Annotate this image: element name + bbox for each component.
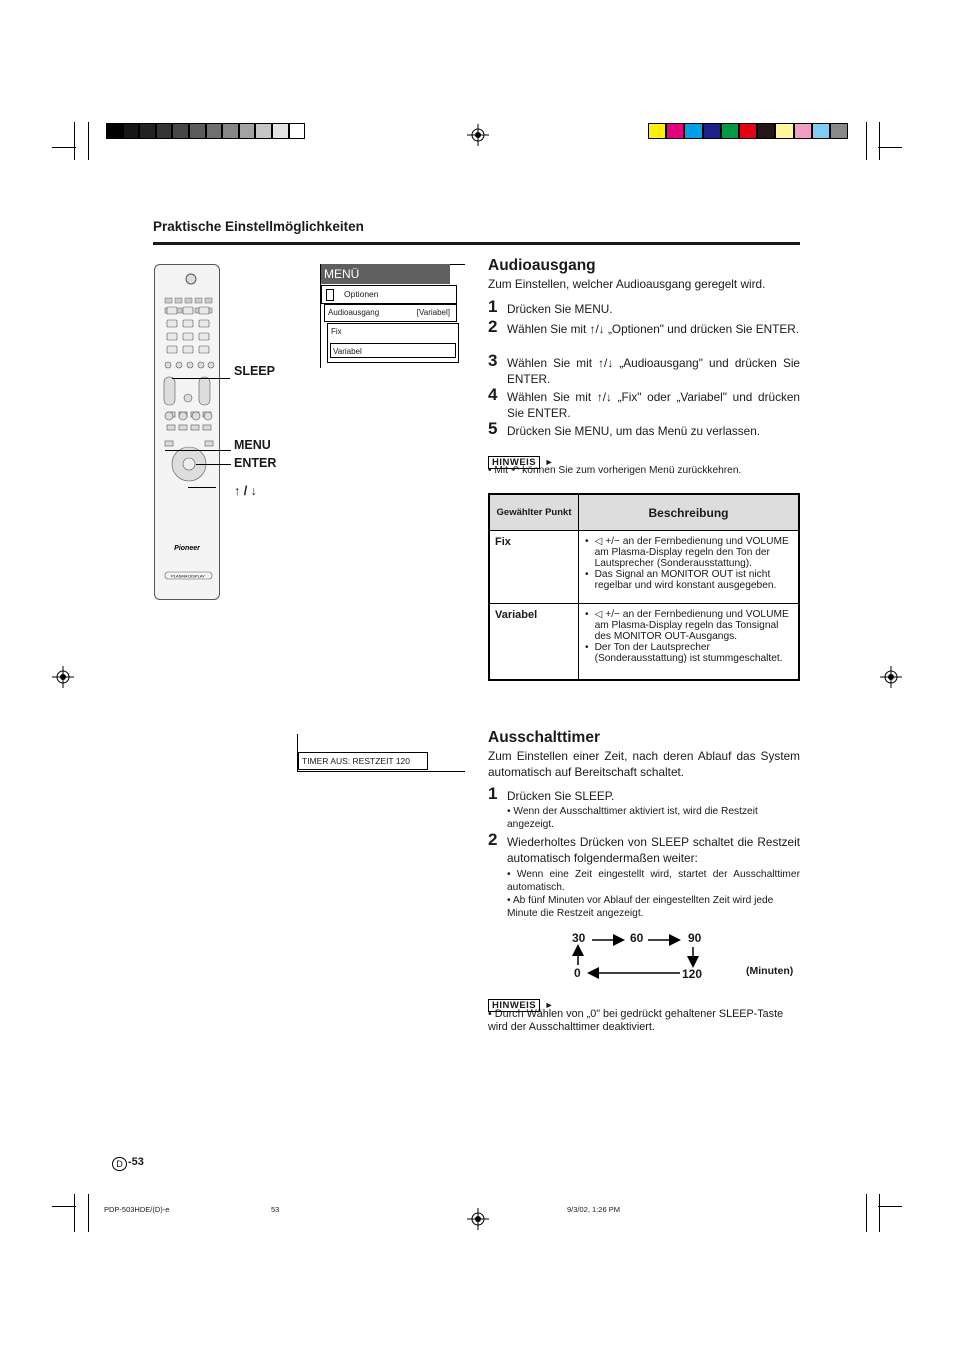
callout-line — [188, 487, 216, 488]
crop-mark — [878, 147, 902, 148]
step-text: Wählen Sie mit ↑/↓ „Fix" oder „Variabel" und drücken Sie ENTER. — [507, 390, 800, 420]
hinweis-badge: HINWEIS — [488, 999, 540, 1012]
hinweis-text: Mit ↶ können Sie zum vorherigen Menü zurückkehren. — [494, 465, 742, 476]
step-text: Drücken Sie SLEEP. — [507, 789, 615, 803]
color-swatch — [172, 123, 189, 139]
audio-step — [488, 385, 800, 421]
table-bullet: ◁ +/− an der Fernbedienung und VOLUME am Plasma-Display regeln das Tonsignal des MONITOR OUT-Ausgangs. — [594, 609, 789, 642]
remote-buttons-icon — [155, 265, 219, 599]
registration-mark-icon — [52, 666, 74, 688]
color-swatch — [812, 123, 830, 139]
description-table — [488, 493, 800, 681]
audio-intro: Zum Einstellen, welcher Audioausgang geregelt wird. — [488, 277, 766, 291]
table-bullet: ◁ +/− an der Fernbedienung und VOLUME am Plasma-Display regeln den Ton der Lautsprecher (Sonderausstattung). — [594, 536, 789, 569]
timer-step2-note: • Ab fünf Minuten vor Ablauf der eingestellten Zeit wird jede Minute die Restzeit angezeigt. — [507, 895, 774, 919]
color-swatch — [757, 123, 775, 139]
callout-line — [172, 378, 230, 379]
audio-title: Audioausgang — [488, 257, 596, 274]
color-swatch — [123, 123, 140, 139]
page-number: -53 — [128, 1156, 144, 1168]
audio-step — [488, 317, 800, 337]
hinweis-badge: HINWEIS — [488, 456, 540, 469]
note-text: Wenn der Ausschalttimer aktiviert ist, wird die Restzeit angezeigt. — [507, 806, 758, 830]
remote-plasma-label: PLASMA DISPLAY — [171, 573, 205, 579]
cycle-0: 0 — [574, 966, 581, 980]
step-number: 1 — [488, 297, 498, 316]
color-swatch — [739, 123, 757, 139]
menu-opt-variabel: Variabel — [330, 343, 456, 358]
color-swatch — [239, 123, 256, 139]
cycle-90: 90 — [688, 931, 702, 945]
menu-audio-value: [Variabel] — [416, 308, 450, 317]
crop-mark — [74, 1194, 75, 1232]
footer-num: 53 — [271, 1205, 280, 1214]
options-icon — [326, 289, 334, 301]
cycle-60: 60 — [630, 931, 644, 945]
audio-step — [488, 351, 800, 387]
cycle-30: 30 — [572, 931, 586, 945]
registration-mark-icon — [467, 1208, 489, 1230]
remote-brand: Pioneer — [174, 545, 200, 552]
crop-mark — [88, 1194, 89, 1232]
step-text: Drücken Sie MENU. — [507, 302, 613, 316]
color-swatch — [156, 123, 173, 139]
menu-screen-title: MENÜ — [321, 264, 450, 284]
table-bullet: Der Ton der Lautsprecher (Sonderausstattung) ist stummgeschaltet. — [594, 642, 783, 664]
table-row — [489, 604, 799, 680]
timer-screen-edge — [297, 771, 465, 772]
footer-date: 9/3/02, 1:26 PM — [567, 1205, 620, 1214]
color-swatch — [189, 123, 206, 139]
note-text: Wenn eine Zeit eingestellt wird, startet der Ausschalttimer automatisch. — [507, 869, 800, 893]
audio-step — [488, 419, 800, 439]
remote-control-illustration — [154, 264, 220, 600]
step-text: Drücken Sie MENU, um das Menü zu verlassen. — [507, 424, 761, 438]
crop-mark — [74, 122, 75, 160]
crop-mark — [52, 1206, 76, 1207]
timer-step2-note: • Wenn eine Zeit eingestellt wird, startet der Ausschalttimer automatisch. — [507, 869, 800, 893]
color-swatch — [139, 123, 156, 139]
crop-mark — [866, 1194, 867, 1232]
color-swatch — [775, 123, 793, 139]
color-swatch — [106, 123, 123, 139]
timer-hinweis: HINWEIS ► — [488, 995, 554, 1013]
registration-mark-icon — [467, 124, 489, 146]
sleep-label: SLEEP — [234, 364, 275, 378]
timer-step: 1 Drücken Sie SLEEP. — [488, 788, 800, 804]
table-cell-item: Variabel — [489, 604, 579, 680]
step-number: 2 — [488, 317, 498, 336]
table-bullet: Das Signal an MONITOR OUT ist nicht regelbar und wird konstant ausgegeben. — [594, 569, 777, 591]
timer-title: Ausschalttimer — [488, 729, 600, 746]
step-text: Wählen Sie mit ↑/↓ „Optionen" und drücken Sie ENTER. — [507, 322, 800, 336]
arrows-label: ↑ / ↓ — [234, 484, 257, 498]
color-swatch — [206, 123, 223, 139]
step-number: 4 — [488, 385, 498, 404]
enter-label: ENTER — [234, 456, 277, 470]
menu-row-audio — [324, 304, 457, 322]
table-cell-desc: • ◁ +/− an der Fernbedienung und VOLUME am Plasma-Display regeln das Tonsignal des MONITOR OUT-Ausgangs. • Der Ton der Lautsprecher (Sonderausstattung) ist stummgeschaltet. — [579, 604, 800, 680]
audio-hinweis: HINWEIS ► — [488, 452, 554, 470]
color-swatch — [794, 123, 812, 139]
color-swatch — [721, 123, 739, 139]
crop-mark — [866, 122, 867, 160]
color-swatch — [703, 123, 721, 139]
menu-row-optionen — [321, 285, 457, 304]
hinweis-text: Durch Wählen von „0" bei gedrückt gehaltener SLEEP-Taste wird der Ausschalttimer deaktiviert. — [488, 1008, 784, 1033]
color-swatch — [272, 123, 289, 139]
table-header-desc: Beschreibung — [579, 494, 800, 531]
table-row — [489, 531, 799, 604]
crop-mark — [879, 1194, 880, 1232]
timer-step1-note: • Wenn der Ausschalttimer aktiviert ist, wird die Restzeit angezeigt. — [507, 806, 758, 830]
timer-intro: Zum Einstellen einer Zeit, nach deren Ablauf das System automatisch auf Bereitschaft schaltet. — [488, 749, 800, 779]
color-swatch — [684, 123, 702, 139]
crop-mark — [52, 147, 76, 148]
crop-mark — [88, 122, 89, 160]
menu-screen-edge — [450, 264, 465, 265]
menu-label: MENU — [234, 438, 271, 452]
timer-step: 2 Wiederholtes Drücken von SLEEP schaltet die Restzeit automatisch folgendermaßen weiter: — [488, 830, 800, 865]
crop-mark — [879, 122, 880, 160]
table-cell-item: Fix — [489, 531, 579, 604]
step-number: 5 — [488, 419, 498, 438]
footer-file: PDP-503HDE/(D)-e — [104, 1205, 170, 1214]
timer-hinweis-text: • Durch Wählen von „0" bei gedrückt gehaltener SLEEP-Taste wird der Ausschalttimer deaktiviert. — [488, 1008, 784, 1033]
menu-optionen-label: Optionen — [344, 289, 379, 299]
color-swatch — [289, 123, 306, 139]
timer-screen: TIMER AUS: RESTZEIT 120 — [298, 752, 428, 770]
table-header-item: Gewählter Punkt — [489, 494, 579, 531]
registration-mark-icon — [880, 666, 902, 688]
color-swatch — [255, 123, 272, 139]
lang-badge: D — [112, 1157, 127, 1171]
step-number: 3 — [488, 351, 498, 370]
audio-step — [488, 297, 800, 317]
crop-mark — [878, 1206, 902, 1207]
cycle-unit: (Minuten) — [746, 965, 794, 977]
color-swatch — [666, 123, 684, 139]
color-swatch — [830, 123, 848, 139]
audio-hinweis-text: • Mit ↶ können Sie zum vorherigen Menü zurückkehren. — [488, 465, 742, 476]
callout-line — [196, 464, 231, 465]
step-text: Wiederholtes Drücken von SLEEP schaltet die Restzeit automatisch folgendermaßen weiter: — [507, 835, 800, 865]
menu-audio-label: Audioausgang — [328, 308, 380, 317]
section-header: Praktische Einstellmöglichkeiten — [153, 219, 364, 234]
note-text: Ab fünf Minuten vor Ablauf der eingestellten Zeit wird jede Minute die Restzeit angezeigt. — [507, 895, 774, 919]
callout-line — [165, 450, 231, 451]
menu-opt-fix: Fix — [331, 327, 342, 336]
cycle-120: 120 — [682, 967, 703, 981]
step-text: Wählen Sie mit ↑/↓ „Audioausgang" und drücken Sie ENTER. — [507, 356, 800, 386]
header-rule — [153, 242, 800, 245]
color-swatch — [648, 123, 666, 139]
table-cell-desc: • ◁ +/− an der Fernbedienung und VOLUME am Plasma-Display regeln den Ton der Lautsprecher (Sonderausstattung). • Das Signal an MONITOR OUT ist nicht regelbar und wird konstant ausgegeben. — [579, 531, 800, 604]
menu-submenu — [327, 323, 459, 363]
color-swatch — [222, 123, 239, 139]
